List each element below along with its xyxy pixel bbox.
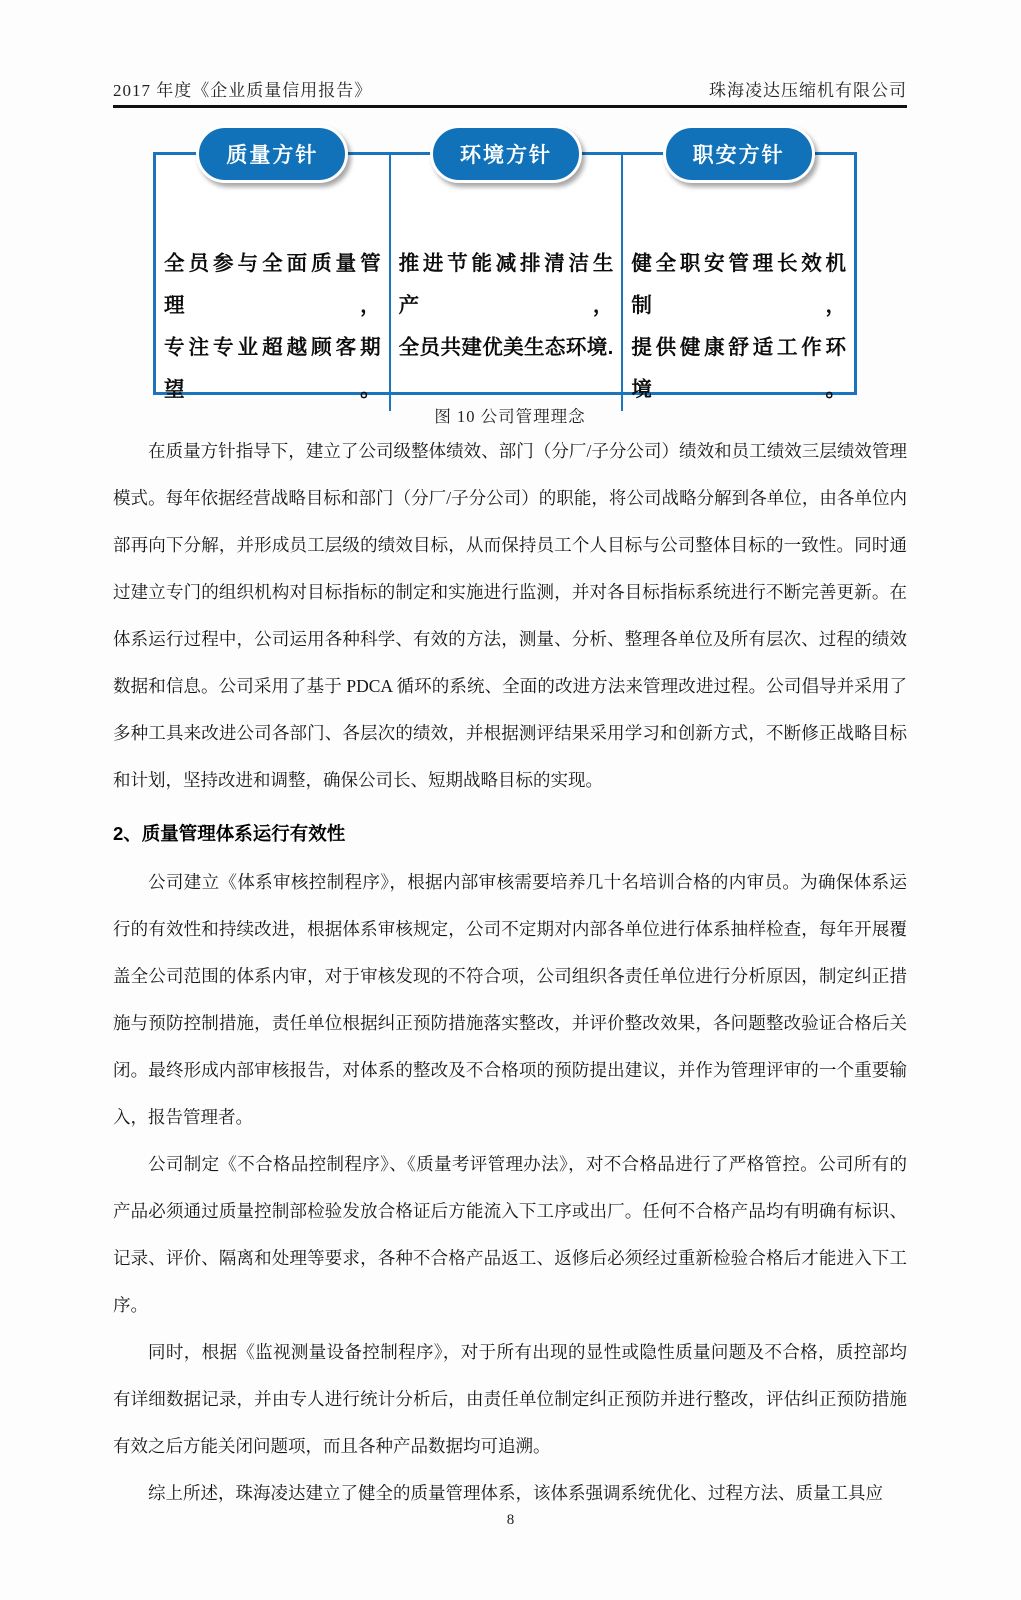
- environment-policy-line-1: 推进节能减排清洁生产，: [398, 252, 614, 317]
- safety-policy-pill: 职安方针: [663, 125, 815, 183]
- header-rule: [113, 105, 907, 108]
- safety-policy-line-2: 提供健康舒适工作环境。: [631, 336, 846, 401]
- quality-policy-panel: [156, 144, 389, 411]
- page-header: [113, 76, 907, 101]
- page-number: 8: [506, 1512, 515, 1528]
- safety-policy-line-1: 健全职安管理长效机制，: [631, 252, 846, 317]
- header-company-name: 珠海凌达压缩机有限公司: [709, 81, 907, 100]
- paragraph-monitoring-measurement: 同时，根据《监视测量设备控制程序》，对于所有出现的显性或隐性质量问题及不合格，质控部均有详细数据记录，并由专人进行统计分析后，由责任单位制定纠正预防并进行整改，评估纠正预防措施有效之后方能关闭问题项，而且各种产品数据均可追溯。: [113, 1342, 907, 1456]
- management-philosophy-figure: [153, 144, 857, 401]
- paragraph-nonconforming-control: 公司制定《不合格品控制程序》、《质量考评管理办法》，对不合格品进行了严格管控。公司所有的产品必须通过质量控制部检验发放合格证后方能流入下工序或出厂。任何不合格产品均有明确有标识、记录、评价、隔离和处理等要求，各种不合格产品返工、返修后必须经过重新检验合格后才能进入下工序。: [113, 1154, 907, 1315]
- paragraph-performance-management: 在质量方针指导下，建立了公司级整体绩效、部门（分厂/子分公司）绩效和员工绩效三层绩效管理模式。每年依据经营战略目标和部门（分厂/子分公司）的职能，将公司战略分解到各单位，由各单位内部再向下分解，并形成员工层级的绩效目标，从而保持员工个人目标与公司整体目标的一致性。同时通过建立专门的组织机构对目标指标的制定和实施进行监测，并对各目标指标系统进行不断完善更新。在体系运行过程中，公司运用各种科学、有效的方法，测量、分析、整理各单位及所有层次、过程的绩效数据和信息。公司采用了基于 PDCA 循环的系统、全面的改进方法来管理改进过程。公司倡导并采用了多种工具来改进公司各部门、各层次的绩效，并根据测评结果采用学习和创新方式，不断修正战略目标和计划，坚持改进和调整，确保公司长、短期战略目标的实现。: [113, 441, 907, 790]
- section-heading-qms-effectiveness: 2、质量管理体系运行有效性: [113, 823, 346, 844]
- quality-policy-line-2: 专注专业超越顾客期望。: [164, 336, 381, 401]
- figure-caption: 图 10 公司管理理念: [434, 407, 586, 426]
- environment-policy-panel: [389, 144, 622, 411]
- quality-policy-line-1: 全员参与全面质量管理，: [164, 252, 381, 317]
- paragraph-summary: 综上所述，珠海凌达建立了健全的质量管理体系，该体系强调系统优化、过程方法、质量工具应: [148, 1483, 883, 1503]
- safety-policy-panel: [621, 144, 854, 411]
- paragraph-internal-audit: 公司建立《体系审核控制程序》，根据内部审核需要培养几十名培训合格的内审员。为确保体系运行的有效性和持续改进，根据体系审核规定，公司不定期对内部各单位进行体系抽样检查，每年开展覆盖全公司范围的体系内审，对于审核发现的不符合项，公司组织各责任单位进行分析原因，制定纠正措施与预防控制措施，责任单位根据纠正预防措施落实整改，并评价整改效果，各问题整改验证合格后关闭。最终形成内部审核报告，对体系的整改及不合格项的预防提出建议，并作为管理评审的一个重要输入，报告管理者。: [113, 872, 907, 1127]
- environment-policy-line-2: 全员共建优美生态环境.: [398, 336, 614, 359]
- body-text: [113, 428, 907, 1517]
- environment-policy-pill: 环境方针: [430, 125, 582, 183]
- quality-policy-pill: 质量方针: [196, 125, 348, 183]
- header-report-title: 2017 年度《企业质量信用报告》: [113, 81, 373, 100]
